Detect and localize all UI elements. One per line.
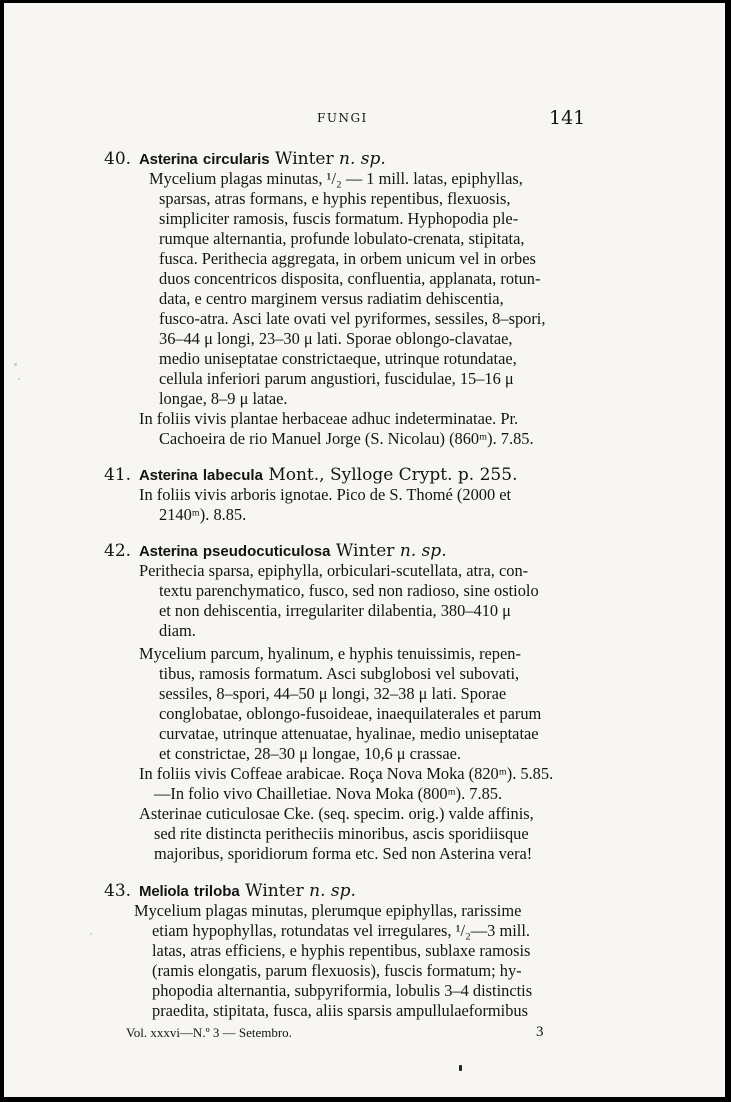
author: Winter bbox=[245, 881, 304, 901]
text-line: rumque alternantia, profunde lobulato-crenata, stipitata, bbox=[159, 229, 525, 248]
text-line: praedita, stipitata, fusca, aliis sparsis ampullulaeformibus bbox=[152, 1001, 528, 1020]
species-name: circularis bbox=[202, 151, 270, 168]
volume-footer: Vol. xxxvi—N.º 3 — Setembro. bbox=[126, 1025, 292, 1040]
text-line: 36–44 μ longi, 23–30 μ lati. Sporae oblongo-clavatae, bbox=[159, 329, 513, 348]
text-line: medio uniseptatae constrictaeque, utrinque rotundatae, bbox=[159, 349, 517, 368]
author: Mont., Sylloge Crypt. p. 255. bbox=[268, 465, 518, 485]
text-line: conglobatae, oblongo-fusoideae, inaequilaterales et parum bbox=[159, 704, 542, 723]
text-line: —In folio vivo Chailletiae. Nova Moka (800ᵐ). 7.85. bbox=[154, 784, 503, 803]
author: Winter bbox=[275, 149, 334, 169]
paper-speck bbox=[14, 363, 17, 366]
text-line: textu parenchymatico, fusco, sed non radioso, sine ostiolo bbox=[159, 581, 539, 600]
text-line: In foliis vivis Coffeae arabicae. Roça Nova Moka (820ᵐ). 5.85. bbox=[139, 764, 554, 783]
entry-number: 40. bbox=[104, 149, 132, 169]
page bbox=[4, 3, 725, 1097]
text-line: sessiles, 8–spori, 44–50 μ longi, 32–38 μ lati. Sporae bbox=[159, 684, 507, 703]
page-number: 141 bbox=[549, 107, 586, 129]
text-line: Cachoeira de rio Manuel Jorge (S. Nicolau) (860ᵐ). 7.85. bbox=[159, 429, 534, 448]
text-line: Mycelium parcum, hyalinum, e hyphis tenuissimis, repen- bbox=[139, 644, 521, 663]
text-line: (ramis elongatis, parum flexuosis), fuscis formatum; hy- bbox=[152, 961, 522, 980]
entry-number: 43. bbox=[104, 881, 132, 901]
text-line: longae, 8–9 μ latae. bbox=[159, 389, 288, 408]
entry-heading bbox=[104, 149, 386, 169]
text-line: et non dehiscentia, irregulariter dilabentia, 380–410 μ bbox=[159, 601, 511, 620]
entry-number: 42. bbox=[104, 541, 132, 561]
novelty: n. sp. bbox=[309, 881, 356, 901]
text-line: duos concentricos disposita, confluentia, applanata, rotun- bbox=[159, 269, 541, 288]
entry-heading bbox=[104, 465, 517, 485]
text-line: et constrictae, 28–30 μ longae, 10,6 μ crassae. bbox=[159, 744, 462, 763]
text-line: In foliis vivis plantae herbaceae adhuc indeterminatae. Pr. bbox=[139, 409, 519, 428]
text-line: sparsas, atras formans, e hyphis repentibus, flexuosis, bbox=[159, 189, 511, 208]
text-line: latas, atras efficiens, e hyphis repentibus, sublaxe ramosis bbox=[152, 941, 531, 960]
signature-mark: 3 bbox=[536, 1024, 544, 1040]
text-line: diam. bbox=[159, 621, 196, 640]
species-name: labecula bbox=[202, 467, 263, 484]
text-line: fusca. Perithecia aggregata, in orbem unicum vel in orbes bbox=[159, 249, 536, 268]
novelty: n. sp. bbox=[339, 149, 386, 169]
text-line: curvatae, utrinque attenuatae, hyalinae, medio uniseptatae bbox=[159, 724, 539, 743]
entry-number: 41. bbox=[104, 465, 132, 485]
paper-speck bbox=[90, 933, 92, 935]
text-line: etiam hypophyllas, rotundatas vel irregulares, ¹/₂—3 mill. bbox=[152, 921, 530, 940]
text-line: 2140ᵐ). 8.85. bbox=[159, 505, 247, 524]
ink-dot bbox=[459, 1065, 462, 1071]
text-line: Mycelium plagas minutas, ¹/₂ — 1 mill. latas, epiphyllas, bbox=[149, 169, 523, 188]
genus-name: Asterina bbox=[139, 151, 198, 168]
text-line: cellula inferiori parum angustiori, fuscidulae, 15–16 μ bbox=[159, 369, 514, 388]
author: Winter bbox=[335, 541, 395, 561]
species-name: pseudocuticulosa bbox=[202, 543, 331, 560]
text-line: tibus, ramosis formatum. Asci subglobosi vel subovati, bbox=[159, 664, 520, 683]
text-line: sed rite distincta peritheciis minoribus, ascis sporidiisque bbox=[154, 824, 529, 843]
genus-name: Asterina bbox=[139, 543, 198, 560]
entry-heading bbox=[104, 541, 447, 561]
text-line: Perithecia sparsa, epiphylla, orbiculari-scutellata, atra, con- bbox=[139, 561, 529, 580]
running-head: FUNGI bbox=[317, 111, 368, 125]
species-name: triloba bbox=[193, 883, 240, 900]
text-line: simpliciter ramosis, fuscis formatum. Hyphopodia ple- bbox=[159, 209, 519, 228]
novelty: n. sp. bbox=[399, 541, 447, 561]
text-line: phopodia alternantia, subpyriformia, lobulis 3–4 distinctis bbox=[152, 981, 533, 1000]
text-line: Mycelium plagas minutas, plerumque epiphyllas, rarissime bbox=[134, 901, 522, 920]
genus-name: Asterina bbox=[139, 467, 198, 484]
paper-speck bbox=[18, 378, 20, 380]
text-line: majoribus, sporidiorum forma etc. Sed non Asterina vera! bbox=[154, 844, 533, 863]
genus-name: Meliola bbox=[139, 883, 189, 900]
text-line: fusco-atra. Asci late ovati vel pyriformes, sessiles, 8–spori, bbox=[159, 309, 546, 328]
text-line: Asterinae cuticulosae Cke. (seq. specim. orig.) valde affinis, bbox=[139, 804, 534, 823]
entry-heading bbox=[104, 881, 356, 901]
text-line: In foliis vivis arboris ignotae. Pico de S. Thomé (2000 et bbox=[139, 485, 512, 504]
text-line: data, e centro marginem versus radiatim dehiscentia, bbox=[159, 289, 504, 308]
